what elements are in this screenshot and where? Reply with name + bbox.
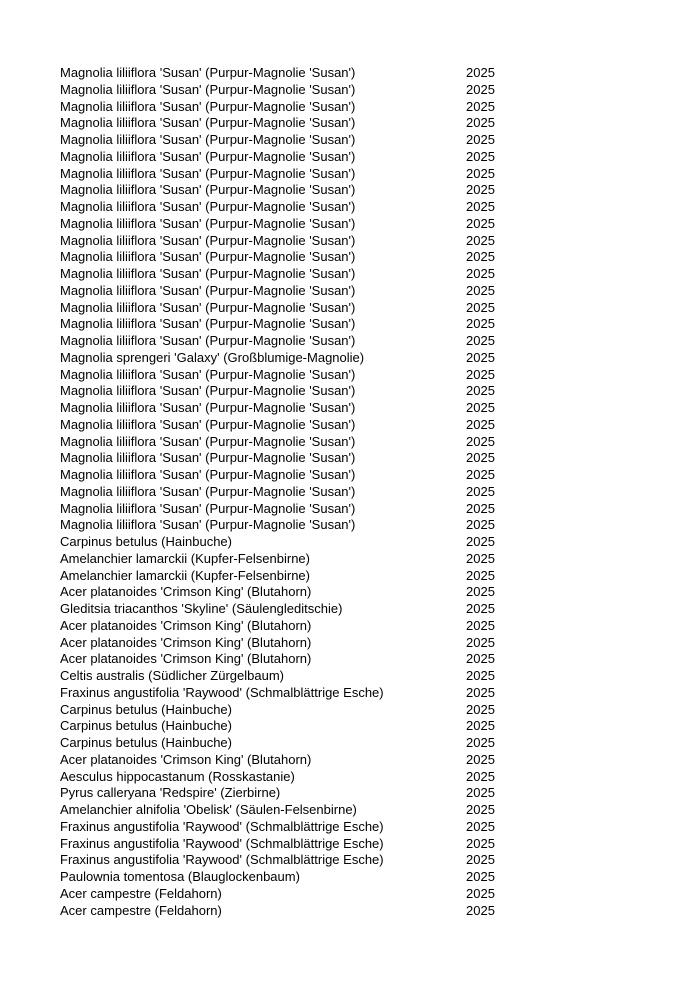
table-row xyxy=(60,316,520,333)
year-cell: 2025 xyxy=(466,885,495,901)
tree-name-cell: Magnolia liliiflora 'Susan' (Purpur-Magnolie 'Susan') xyxy=(60,366,356,382)
table-row xyxy=(60,249,520,266)
tree-name-cell: Celtis australis (Südlicher Zürgelbaum) xyxy=(60,668,284,683)
table-row xyxy=(60,300,520,317)
table-row xyxy=(60,836,520,853)
table-row xyxy=(60,651,520,668)
tree-name-cell: Magnolia liliiflora 'Susan' (Purpur-Magnolie 'Susan') xyxy=(60,483,356,499)
table-row xyxy=(60,467,520,484)
year-cell: 2025 xyxy=(466,802,495,817)
tree-name-cell: Fraxinus angustifolia 'Raywood' (Schmalblättrige Esche) xyxy=(60,818,384,834)
tree-name-cell: Amelanchier alnifolia 'Obelisk' (Säulen-Felsenbirne) xyxy=(60,802,357,817)
table-row xyxy=(60,819,520,836)
year-cell: 2025 xyxy=(466,433,495,449)
year-cell: 2025 xyxy=(466,500,495,516)
table-row xyxy=(60,601,520,618)
table-row xyxy=(60,350,520,367)
year-cell: 2025 xyxy=(466,902,495,918)
year-cell: 2025 xyxy=(466,835,495,851)
table-row xyxy=(60,233,520,250)
tree-name-cell: Magnolia liliiflora 'Susan' (Purpur-Magnolie 'Susan') xyxy=(60,232,356,248)
year-cell: 2025 xyxy=(466,132,495,147)
tree-name-cell: Aesculus hippocastanum (Rosskastanie) xyxy=(60,768,295,784)
table-row xyxy=(60,735,520,752)
year-cell: 2025 xyxy=(466,450,495,466)
year-cell: 2025 xyxy=(466,818,495,834)
table-row xyxy=(60,685,520,702)
tree-name-cell: Magnolia liliiflora 'Susan' (Purpur-Magnolie 'Susan') xyxy=(60,416,356,432)
table-row xyxy=(60,199,520,216)
tree-name-cell: Fraxinus angustifolia 'Raywood' (Schmalblättrige Esche) xyxy=(60,852,384,868)
tree-name-cell: Pyrus calleryana 'Redspire' (Zierbirne) xyxy=(60,785,281,801)
table-row xyxy=(60,802,520,819)
tree-name-cell: Fraxinus angustifolia 'Raywood' (Schmalblättrige Esche) xyxy=(60,835,384,851)
year-cell: 2025 xyxy=(466,584,495,600)
tree-name-cell: Amelanchier lamarckii (Kupfer-Felsenbirne) xyxy=(60,550,310,566)
tree-name-cell: Acer campestre (Feldahorn) xyxy=(60,902,222,918)
table-row xyxy=(60,266,520,283)
year-cell: 2025 xyxy=(466,249,495,265)
table-row xyxy=(60,517,520,534)
tree-name-cell: Acer platanoides 'Crimson King' (Blutahorn) xyxy=(60,651,312,667)
table-row xyxy=(60,869,520,886)
year-cell: 2025 xyxy=(466,366,495,382)
year-cell: 2025 xyxy=(466,701,495,717)
tree-name-cell: Magnolia liliiflora 'Susan' (Purpur-Magnolie 'Susan') xyxy=(60,517,356,533)
table-row xyxy=(60,702,520,719)
table-row xyxy=(60,769,520,786)
tree-name-cell: Carpinus betulus (Hainbuche) xyxy=(60,534,232,549)
tree-name-cell: Acer platanoides 'Crimson King' (Blutahorn) xyxy=(60,584,312,600)
tree-name-cell: Magnolia liliiflora 'Susan' (Purpur-Magnolie 'Susan') xyxy=(60,165,356,181)
year-cell: 2025 xyxy=(466,785,495,801)
tree-name-cell: Magnolia liliiflora 'Susan' (Purpur-Magnolie 'Susan') xyxy=(60,400,356,415)
table-row xyxy=(60,484,520,501)
year-cell: 2025 xyxy=(466,215,495,231)
table-row xyxy=(60,903,520,920)
tree-name-cell: Magnolia liliiflora 'Susan' (Purpur-Magnolie 'Susan') xyxy=(60,199,356,214)
table-row xyxy=(60,635,520,652)
table-row xyxy=(60,584,520,601)
table-row xyxy=(60,115,520,132)
tree-name-cell: Magnolia sprengeri 'Galaxy' (Großblumige-Magnolie) xyxy=(60,349,365,365)
tree-name-cell: Magnolia liliiflora 'Susan' (Purpur-Magnolie 'Susan') xyxy=(60,282,356,298)
tree-name-cell: Magnolia liliiflora 'Susan' (Purpur-Magnolie 'Susan') xyxy=(60,299,356,315)
year-cell: 2025 xyxy=(466,467,495,482)
tree-name-cell: Magnolia liliiflora 'Susan' (Purpur-Magnolie 'Susan') xyxy=(60,98,356,114)
tree-name-cell: Magnolia liliiflora 'Susan' (Purpur-Magnolie 'Susan') xyxy=(60,467,356,482)
table-row xyxy=(60,333,520,350)
tree-name-cell: Acer campestre (Feldahorn) xyxy=(60,885,222,901)
year-cell: 2025 xyxy=(466,483,495,499)
table-row xyxy=(60,501,520,518)
year-cell: 2025 xyxy=(466,718,495,734)
table-row xyxy=(60,367,520,384)
year-cell: 2025 xyxy=(466,98,495,114)
tree-name-cell: Carpinus betulus (Hainbuche) xyxy=(60,718,232,734)
year-cell: 2025 xyxy=(466,182,495,198)
table-row xyxy=(60,216,520,233)
year-cell: 2025 xyxy=(466,751,495,767)
tree-name-cell: Magnolia liliiflora 'Susan' (Purpur-Magnolie 'Susan') xyxy=(60,148,356,164)
year-cell: 2025 xyxy=(466,65,495,80)
year-cell: 2025 xyxy=(466,115,495,131)
tree-name-cell: Fraxinus angustifolia 'Raywood' (Schmalblättrige Esche) xyxy=(60,684,384,700)
tree-name-cell: Magnolia liliiflora 'Susan' (Purpur-Magnolie 'Susan') xyxy=(60,215,356,231)
table-row xyxy=(60,82,520,99)
tree-name-cell: Magnolia liliiflora 'Susan' (Purpur-Magnolie 'Susan') xyxy=(60,383,356,399)
year-cell: 2025 xyxy=(466,282,495,298)
tree-name-cell: Carpinus betulus (Hainbuche) xyxy=(60,735,232,750)
table-row xyxy=(60,551,520,568)
year-cell: 2025 xyxy=(466,651,495,667)
tree-name-cell: Amelanchier lamarckii (Kupfer-Felsenbirne) xyxy=(60,567,310,583)
tree-name-cell: Magnolia liliiflora 'Susan' (Purpur-Magnolie 'Susan') xyxy=(60,132,356,147)
table-row xyxy=(60,149,520,166)
table-row xyxy=(60,383,520,400)
table-row xyxy=(60,752,520,769)
table-row xyxy=(60,417,520,434)
year-cell: 2025 xyxy=(466,148,495,164)
table-row xyxy=(60,568,520,585)
table-row xyxy=(60,400,520,417)
year-cell: 2025 xyxy=(466,333,495,348)
tree-name-cell: Magnolia liliiflora 'Susan' (Purpur-Magnolie 'Susan') xyxy=(60,65,356,80)
tree-name-cell: Magnolia liliiflora 'Susan' (Purpur-Magnolie 'Susan') xyxy=(60,249,356,265)
year-cell: 2025 xyxy=(466,383,495,399)
year-cell: 2025 xyxy=(466,550,495,566)
tree-name-cell: Magnolia liliiflora 'Susan' (Purpur-Magnolie 'Susan') xyxy=(60,266,356,281)
tree-name-cell: Acer platanoides 'Crimson King' (Blutahorn) xyxy=(60,634,312,650)
table-row xyxy=(60,450,520,467)
table-row xyxy=(60,166,520,183)
table-row xyxy=(60,283,520,300)
year-cell: 2025 xyxy=(466,869,495,884)
table-row xyxy=(60,65,520,82)
table-row xyxy=(60,132,520,149)
table-row xyxy=(60,785,520,802)
year-cell: 2025 xyxy=(466,232,495,248)
year-cell: 2025 xyxy=(466,634,495,650)
tree-name-cell: Magnolia liliiflora 'Susan' (Purpur-Magnolie 'Susan') xyxy=(60,500,356,516)
year-cell: 2025 xyxy=(466,668,495,683)
table-row xyxy=(60,99,520,116)
year-cell: 2025 xyxy=(466,852,495,868)
year-cell: 2025 xyxy=(466,735,495,750)
tree-name-cell: Acer platanoides 'Crimson King' (Blutahorn) xyxy=(60,617,312,633)
year-cell: 2025 xyxy=(466,81,495,97)
tree-name-cell: Acer platanoides 'Crimson King' (Blutahorn) xyxy=(60,751,312,767)
tree-name-cell: Gleditsia triacanthos 'Skyline' (Säulengleditschie) xyxy=(60,601,343,616)
tree-list-table xyxy=(60,65,520,919)
table-row xyxy=(60,534,520,551)
table-row xyxy=(60,618,520,635)
tree-name-cell: Magnolia liliiflora 'Susan' (Purpur-Magnolie 'Susan') xyxy=(60,182,356,198)
table-row xyxy=(60,718,520,735)
year-cell: 2025 xyxy=(466,567,495,583)
year-cell: 2025 xyxy=(466,416,495,432)
tree-name-cell: Carpinus betulus (Hainbuche) xyxy=(60,701,232,717)
tree-name-cell: Magnolia liliiflora 'Susan' (Purpur-Magnolie 'Susan') xyxy=(60,115,356,131)
tree-name-cell: Magnolia liliiflora 'Susan' (Purpur-Magnolie 'Susan') xyxy=(60,81,356,97)
tree-name-cell: Paulownia tomentosa (Blauglockenbaum) xyxy=(60,869,300,884)
year-cell: 2025 xyxy=(466,299,495,315)
tree-name-cell: Magnolia liliiflora 'Susan' (Purpur-Magnolie 'Susan') xyxy=(60,333,356,348)
year-cell: 2025 xyxy=(466,199,495,214)
year-cell: 2025 xyxy=(466,316,495,332)
year-cell: 2025 xyxy=(466,534,495,549)
table-row xyxy=(60,852,520,869)
year-cell: 2025 xyxy=(466,684,495,700)
year-cell: 2025 xyxy=(466,400,495,415)
year-cell: 2025 xyxy=(466,349,495,365)
year-cell: 2025 xyxy=(466,165,495,181)
tree-name-cell: Magnolia liliiflora 'Susan' (Purpur-Magnolie 'Susan') xyxy=(60,316,356,332)
year-cell: 2025 xyxy=(466,266,495,281)
year-cell: 2025 xyxy=(466,768,495,784)
table-row xyxy=(60,668,520,685)
table-row xyxy=(60,886,520,903)
year-cell: 2025 xyxy=(466,617,495,633)
year-cell: 2025 xyxy=(466,601,495,616)
tree-name-cell: Magnolia liliiflora 'Susan' (Purpur-Magnolie 'Susan') xyxy=(60,450,356,466)
table-row xyxy=(60,182,520,199)
tree-name-cell: Magnolia liliiflora 'Susan' (Purpur-Magnolie 'Susan') xyxy=(60,433,356,449)
table-row xyxy=(60,434,520,451)
year-cell: 2025 xyxy=(466,517,495,533)
